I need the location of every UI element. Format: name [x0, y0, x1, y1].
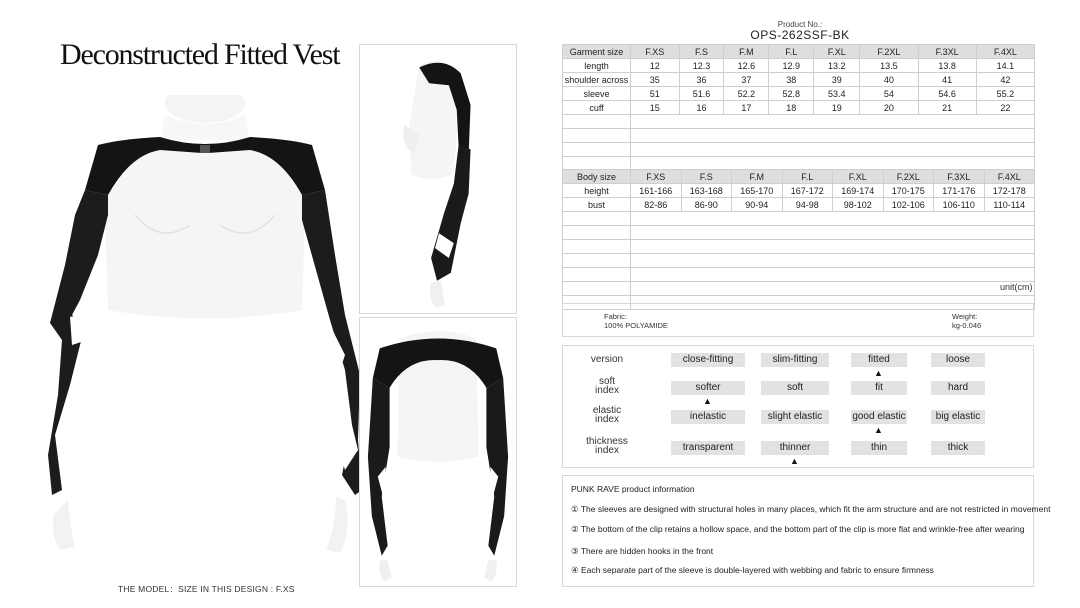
- table-row: [563, 198, 1035, 212]
- index-option: fit: [851, 381, 907, 395]
- table-header-row: [563, 45, 1035, 59]
- info-line: ① The sleeves are designed with structural holes in many places, which fit the arm structure and are not restricted in movement: [571, 504, 1051, 514]
- table-cell: 161-166: [631, 184, 682, 198]
- info-line: ③ There are hidden hooks in the front: [571, 546, 714, 556]
- index-option: big elastic: [931, 410, 985, 424]
- index-option: good elastic: [852, 411, 906, 422]
- table-cell: 172-178: [984, 184, 1035, 198]
- table-cell: 20: [860, 101, 918, 115]
- table-cell: shoulder across: [563, 73, 631, 87]
- main-product-photo: [40, 95, 370, 575]
- table-cell: 51: [631, 87, 680, 101]
- index-option: soft: [761, 381, 829, 395]
- table-cell: 38: [769, 73, 814, 87]
- index-row-label: version: [590, 354, 624, 365]
- table-cell: 22: [976, 101, 1034, 115]
- table-cell: 13.8: [918, 59, 976, 73]
- index-option: thin: [851, 441, 907, 455]
- table-cell: 15: [631, 101, 680, 115]
- table-cell: 17: [724, 101, 769, 115]
- table-cell: 19: [814, 101, 860, 115]
- table-header-cell: F.L: [782, 170, 833, 184]
- table-header-cell: F.M: [732, 170, 783, 184]
- table-cell: 52.2: [724, 87, 769, 101]
- table-cell: 51.6: [679, 87, 724, 101]
- unit-label: unit(cm): [1000, 282, 1033, 292]
- table-empty-row: [563, 212, 1035, 226]
- garment-size-table: [562, 44, 1035, 171]
- index-option: close-fitting: [671, 353, 745, 367]
- table-cell: 40: [860, 73, 918, 87]
- table-header-cell: F.S: [681, 170, 732, 184]
- table-empty-row: [563, 240, 1035, 254]
- table-cell: 55.2: [976, 87, 1034, 101]
- table-cell: 35: [631, 73, 680, 87]
- table-cell: sleeve: [563, 87, 631, 101]
- table-header-cell: F.4XL: [976, 45, 1034, 59]
- table-cell: 53.4: [814, 87, 860, 101]
- table-cell: 12.9: [769, 59, 814, 73]
- product-number-label: Product No.:: [777, 20, 823, 29]
- table-row: [563, 87, 1035, 101]
- table-header-cell: Garment size: [563, 45, 631, 59]
- table-header-row: [563, 170, 1035, 184]
- selected-marker: ▲: [703, 396, 712, 406]
- table-cell: 36: [679, 73, 724, 87]
- table-header-cell: F.2XL: [860, 45, 918, 59]
- fabric-value: 100% POLYAMIDE: [604, 321, 668, 330]
- index-option: softer: [671, 381, 745, 395]
- table-cell: 171-176: [934, 184, 985, 198]
- table-cell: cuff: [563, 101, 631, 115]
- table-header-cell: F.L: [769, 45, 814, 59]
- table-cell: 82-86: [631, 198, 682, 212]
- table-row: [563, 101, 1035, 115]
- table-cell: 54: [860, 87, 918, 101]
- table-empty-row: [563, 115, 1035, 129]
- table-empty-row: [563, 226, 1035, 240]
- selected-marker: ▲: [874, 425, 883, 435]
- index-option: transparent: [671, 441, 745, 455]
- fit-index-panel: [562, 345, 1034, 468]
- table-cell: 18: [769, 101, 814, 115]
- table-cell: 169-174: [833, 184, 884, 198]
- table-cell: 94-98: [782, 198, 833, 212]
- table-header-cell: F.3XL: [918, 45, 976, 59]
- weight-value: kg-0.046: [952, 321, 982, 330]
- table-cell: 52.8: [769, 87, 814, 101]
- fabric-label: Fabric:: [604, 312, 627, 321]
- table-row: [563, 59, 1035, 73]
- index-option: hard: [931, 381, 985, 395]
- table-empty-row: [563, 282, 1035, 296]
- table-row: [563, 73, 1035, 87]
- info-title: PUNK RAVE product information: [571, 484, 695, 494]
- index-option: thinner: [761, 441, 829, 455]
- table-header-cell: F.2XL: [883, 170, 934, 184]
- table-cell: 110-114: [984, 198, 1035, 212]
- index-option: inelastic: [671, 410, 745, 424]
- fabric-weight-box: [562, 303, 1034, 337]
- table-row: [563, 184, 1035, 198]
- table-header-cell: F.M: [724, 45, 769, 59]
- index-option: loose: [931, 353, 985, 367]
- back-view-photo: [359, 317, 517, 587]
- table-cell: 12.6: [724, 59, 769, 73]
- index-option: fitted: [851, 353, 907, 367]
- index-option: slim-fitting: [761, 353, 829, 367]
- info-line: ④ Each separate part of the sleeve is double-layered with webbing and fabric to ensure firmness: [571, 565, 934, 575]
- table-cell: 16: [679, 101, 724, 115]
- table-cell: 54.6: [918, 87, 976, 101]
- table-header-cell: F.XL: [833, 170, 884, 184]
- table-cell: 41: [918, 73, 976, 87]
- table-header-cell: Body size: [563, 170, 631, 184]
- table-header-cell: F.XS: [631, 45, 680, 59]
- table-cell: 13.2: [814, 59, 860, 73]
- table-cell: 39: [814, 73, 860, 87]
- table-cell: 90-94: [732, 198, 783, 212]
- selected-marker: ▲: [790, 456, 799, 466]
- index-row-label: thickness index: [586, 436, 628, 456]
- table-cell: 170-175: [883, 184, 934, 198]
- table-header-cell: F.3XL: [934, 170, 985, 184]
- table-cell: 42: [976, 73, 1034, 87]
- table-empty-row: [563, 143, 1035, 157]
- side-view-photo: [359, 44, 517, 314]
- table-header-cell: F.4XL: [984, 170, 1035, 184]
- index-option: thick: [931, 441, 985, 455]
- table-cell: 14.1: [976, 59, 1034, 73]
- table-cell: 167-172: [782, 184, 833, 198]
- table-cell: 106-110: [934, 198, 985, 212]
- table-header-cell: F.XL: [814, 45, 860, 59]
- index-option: slight elastic: [761, 410, 829, 424]
- table-cell: length: [563, 59, 631, 73]
- table-empty-row: [563, 268, 1035, 282]
- table-cell: 12.3: [679, 59, 724, 73]
- table-cell: 163-168: [681, 184, 732, 198]
- table-cell: 86-90: [681, 198, 732, 212]
- table-cell: 98-102: [833, 198, 884, 212]
- table-cell: 102-106: [883, 198, 934, 212]
- info-line: ② The bottom of the clip retains a hollow space, and the bottom part of the clip is more flat and wrinkle-free after wearing: [571, 524, 1025, 534]
- selected-marker: ▲: [874, 368, 883, 378]
- table-header-cell: F.XS: [631, 170, 682, 184]
- table-cell: height: [563, 184, 631, 198]
- table-cell: 165-170: [732, 184, 783, 198]
- body-size-table: [562, 169, 1035, 310]
- index-row-label: soft index: [595, 376, 619, 396]
- table-empty-row: [563, 129, 1035, 143]
- table-cell: 12: [631, 59, 680, 73]
- weight-label: Weight:: [952, 312, 978, 321]
- table-cell: 21: [918, 101, 976, 115]
- table-cell: bust: [563, 198, 631, 212]
- product-number: OPS-262SSF-BK: [750, 28, 850, 42]
- table-header-cell: F.S: [679, 45, 724, 59]
- product-title: Deconstructed Fitted Vest: [60, 38, 340, 71]
- index-row-label: elastic index: [592, 405, 622, 425]
- model-size-note: THE MODEL：SIZE IN THIS DESIGN : F.XS: [118, 584, 295, 594]
- table-empty-row: [563, 254, 1035, 268]
- table-cell: 37: [724, 73, 769, 87]
- table-cell: 13.5: [860, 59, 918, 73]
- product-info-box: [562, 475, 1051, 587]
